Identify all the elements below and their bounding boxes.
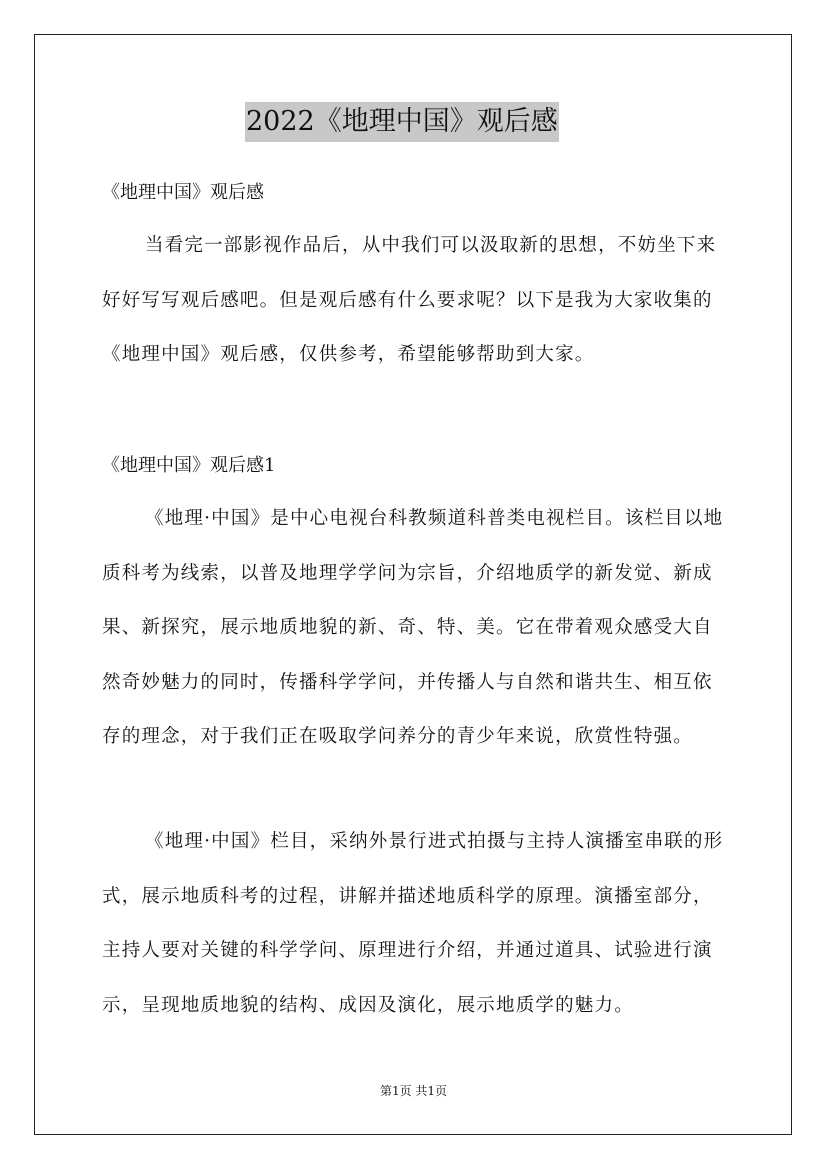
- subtitle-heading: 《地理中国》观后感: [102, 182, 264, 203]
- intro-paragraph: 当看完一部影视作品后，从中我们可以汲取新的思想，不妨坐下来好好写写观后感吧。但是观后感有什么要求呢？以下是我为大家收集的《地理中国》观后感，仅供参考，希望能够帮助到大家。: [102, 235, 717, 365]
- section-1-paragraph-1: 《地理·中国》是中心电视台科教频道科普类电视栏目。该栏目以地质科考为线索，以普及地理学学问为宗旨，介绍地质学的新发觉、新成果、新探究，展示地质地貌的新、奇、特、美。它在带着观众感受大自然奇妙魅力的同时，传播科学学问，并传播人与自然和谐共生、相互依存的理念，对于我们正在吸取学问养分的青少年来说，欣赏性特强。: [102, 508, 724, 747]
- section-1-paragraph-2: 《地理·中国》栏目，采纳外景行进式拍摄与主持人演播室串联的形式，展示地质科考的过程，讲解并描述地质科学的原理。演播室部分，主持人要对关键的科学学问、原理进行介绍，并通过道具、试验进行演示，呈现地质地貌的结构、成因及演化，展示地质学的魅力。: [102, 831, 724, 1016]
- document-title: 2022《地理中国》观后感: [245, 102, 559, 142]
- section-1-heading: 《地理中国》观后感1: [102, 455, 276, 476]
- page-footer: 第1页 共1页: [379, 1084, 448, 1098]
